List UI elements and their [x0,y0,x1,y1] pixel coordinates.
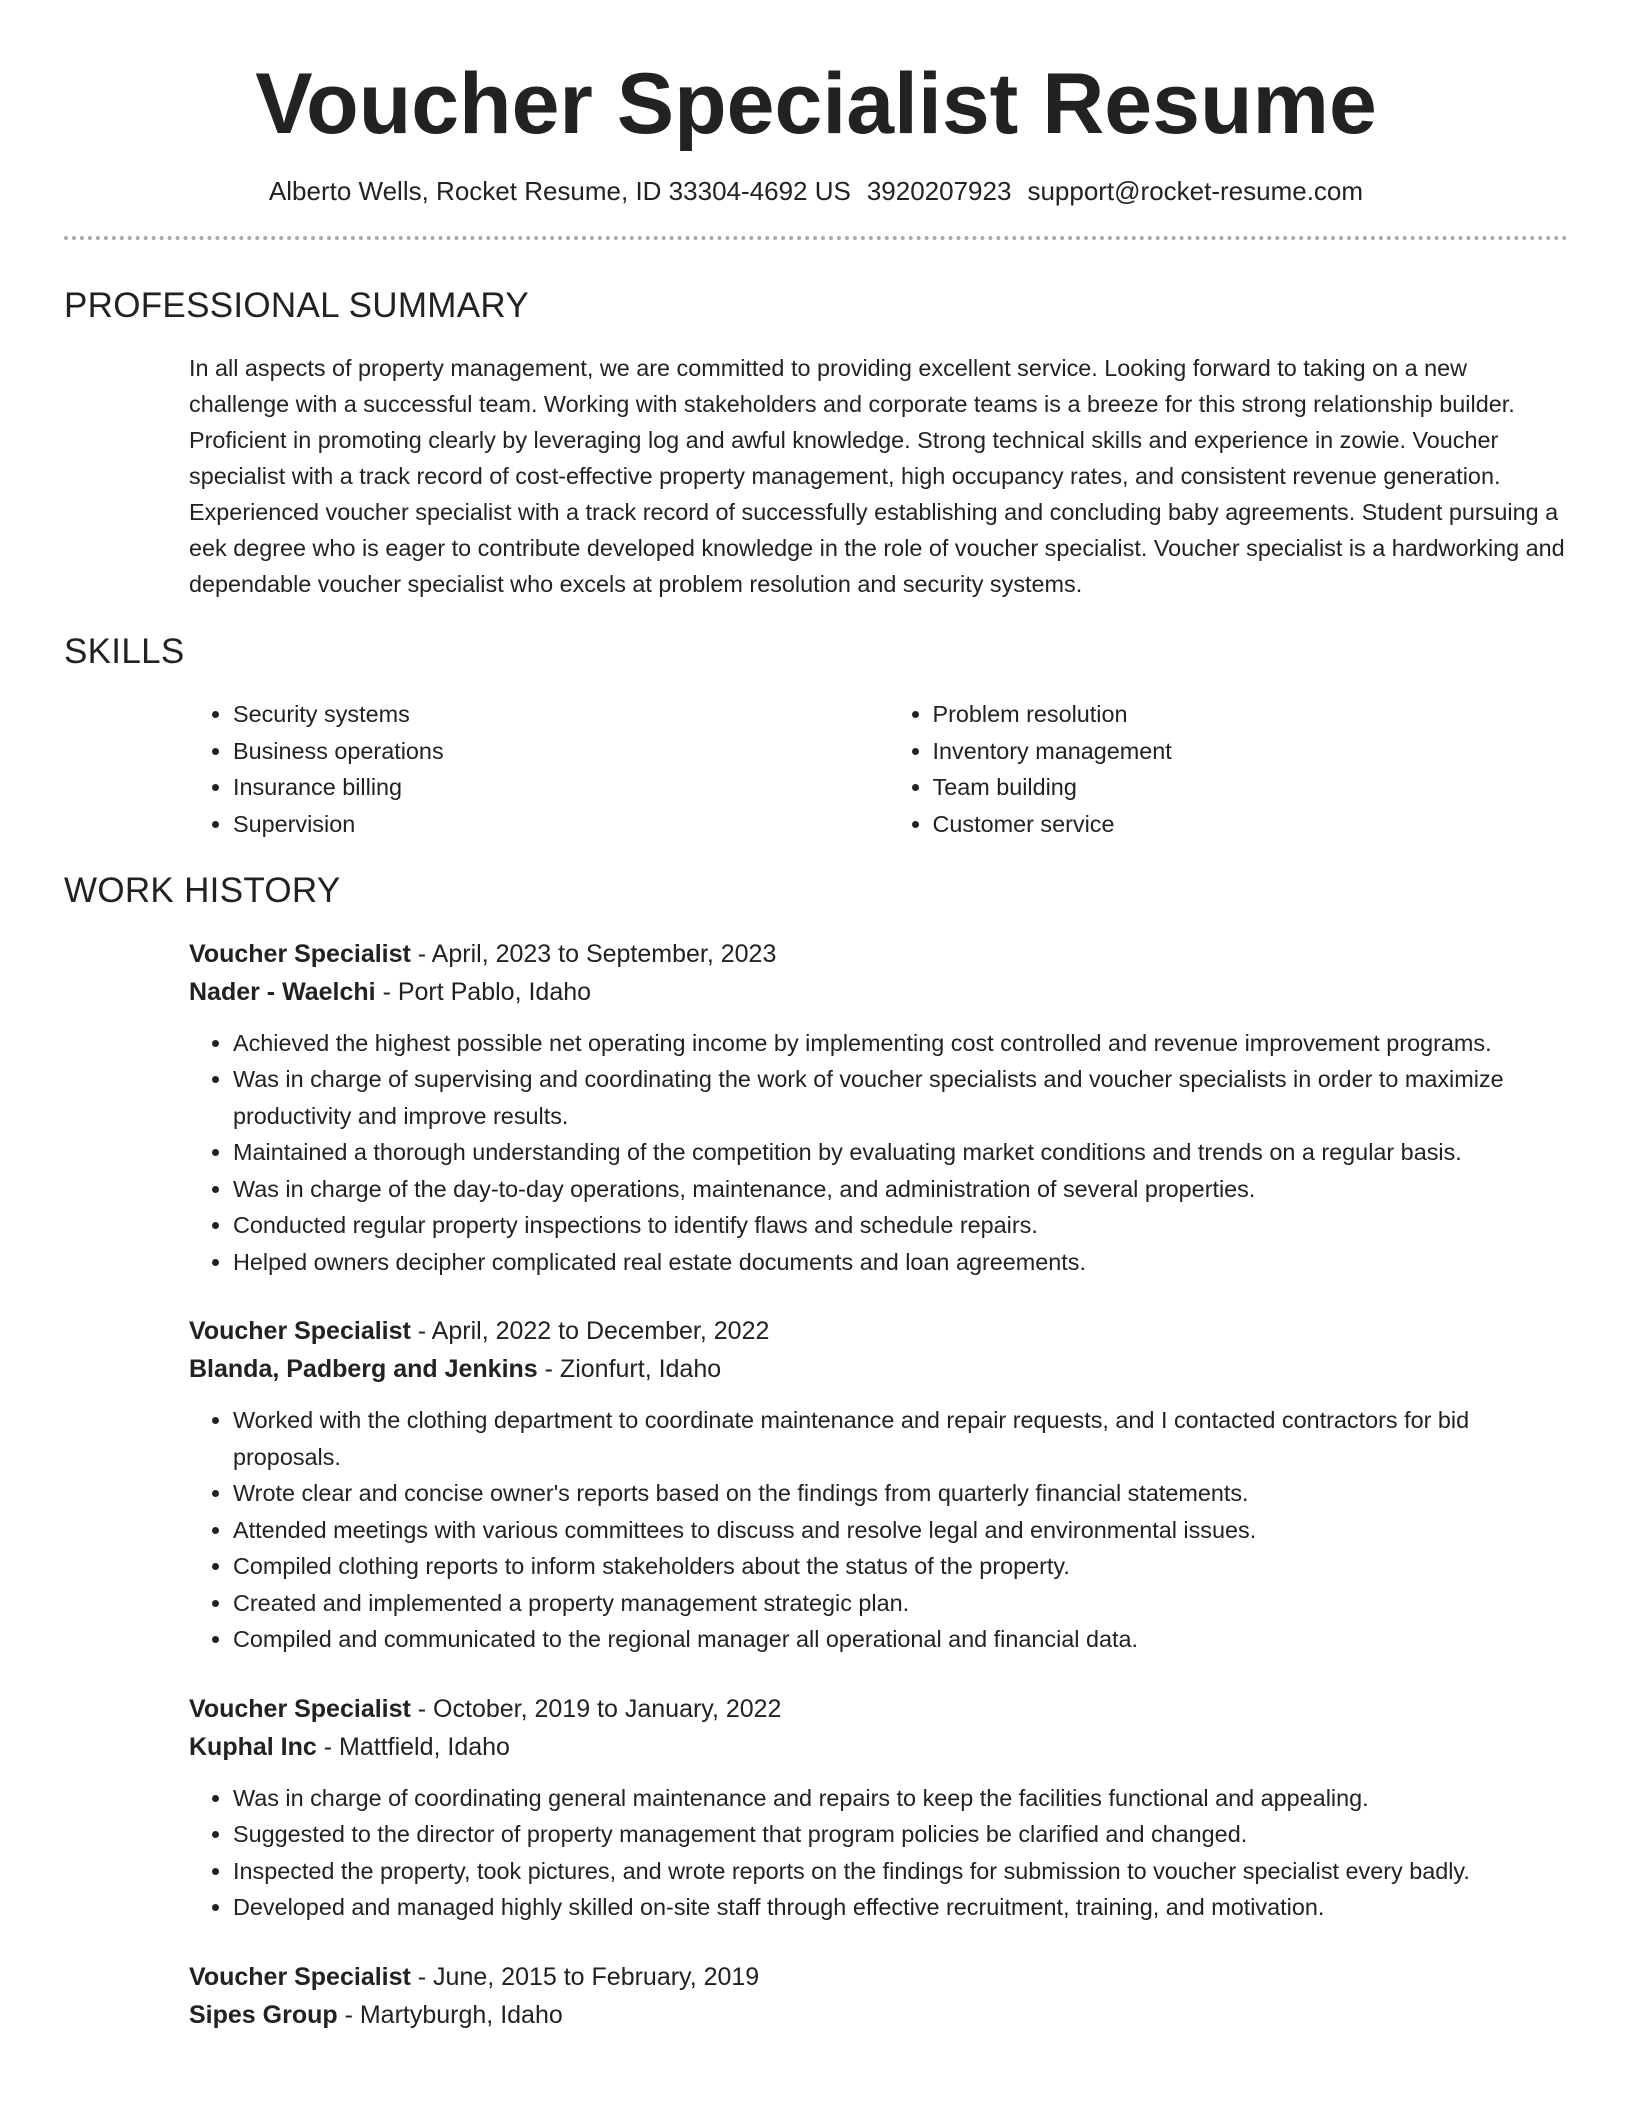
job-location: - Mattfield, Idaho [316,1732,510,1761]
job-bullets [189,1402,1568,1658]
skills-list-right [889,696,1569,843]
job-bullet: • Was in charge of coordinating general maintenance and repairs to keep the facilities functional and appealing. [233,1780,1568,1817]
job-title: Voucher Specialist [189,939,411,968]
job-entry [189,1312,1568,1658]
job-company-line [189,1350,1568,1388]
skills-section [64,696,1568,843]
contact-line [64,174,1568,208]
page-title: Voucher Specialist Resume [255,56,1377,152]
job-title: Voucher Specialist [189,1962,411,1991]
work-history-section [64,935,1568,2034]
contact-phone: 3920207923 [866,176,1012,206]
skill-item: • Customer service [933,806,1569,843]
job-bullet: • Suggested to the director of property management that program policies be clarified and changed. [233,1816,1568,1853]
job-bullet: • Compiled clothing reports to inform stakeholders about the status of the property. [233,1548,1568,1585]
skill-item: • Inventory management [933,733,1569,770]
work-history-heading: WORK HISTORY [64,870,341,910]
job-company: Nader - Waelchi [189,977,376,1006]
job-entry [189,935,1568,1281]
job-bullet: • Inspected the property, took pictures, and wrote reports on the findings for submission to voucher specialist every badly. [233,1853,1568,1890]
job-bullet: • Conducted regular property inspections to identify flaws and schedule repairs. [233,1207,1568,1244]
contact-email: support@rocket-resume.com [1027,176,1364,206]
contact-address: Alberto Wells, Rocket Resume, ID 33304-4692 US [268,176,851,206]
job-bullet: • Maintained a thorough understanding of the competition by evaluating market conditions and trends on a regular basis. [233,1134,1568,1171]
job-bullet: • Wrote clear and concise owner's reports based on the findings from quarterly financial statements. [233,1475,1568,1512]
job-dates: - April, 2023 to September, 2023 [410,939,777,968]
job-dates: - October, 2019 to January, 2022 [410,1694,782,1723]
job-company: Kuphal Inc [189,1732,317,1761]
job-company: Blanda, Padberg and Jenkins [189,1355,538,1384]
job-dates: - June, 2015 to February, 2019 [410,1962,760,1991]
job-bullet: • Worked with the clothing department to coordinate maintenance and repair requests, and I contacted contractors for bid proposals. [233,1402,1568,1475]
job-company-line [189,973,1568,1011]
job-location: - Martyburgh, Idaho [337,2000,563,2029]
skills-heading: SKILLS [64,632,185,671]
job-title-line [189,1312,1568,1350]
job-bullet: • Achieved the highest possible net operating income by implementing cost controlled and revenue improvement programs. [233,1025,1568,1062]
job-location: - Zionfurt, Idaho [537,1355,722,1384]
skill-item: • Problem resolution [933,696,1569,733]
job-company-line [189,1728,1568,1766]
job-title-line [189,1958,1568,1996]
job-entry [189,1690,1568,1926]
job-title: Voucher Specialist [189,1317,411,1346]
job-location: - Port Pablo, Idaho [375,977,592,1006]
job-dates: - April, 2022 to December, 2022 [410,1317,770,1346]
job-title-line [189,1690,1568,1728]
skill-item: • Security systems [233,696,869,733]
job-title-line [189,935,1568,973]
job-bullet: • Developed and managed highly skilled on-site staff through effective recruitment, training, and motivation. [233,1889,1568,1926]
job-bullet: • Attended meetings with various committees to discuss and resolve legal and environmental issues. [233,1512,1568,1549]
job-entry [189,1958,1568,2034]
job-bullet: • Created and implemented a property management strategic plan. [233,1585,1568,1622]
job-company-line [189,1996,1568,2034]
job-title: Voucher Specialist [189,1694,411,1723]
skill-item: • Business operations [233,733,869,770]
skills-list-left [189,696,869,843]
job-bullets [189,1780,1568,1926]
skills-grid [189,696,1568,843]
job-bullet: • Was in charge of the day-to-day operations, maintenance, and administration of several properties. [233,1171,1568,1208]
header-divider [64,236,1568,240]
job-bullets [189,1025,1568,1281]
job-bullet: • Was in charge of supervising and coordinating the work of voucher specialists and voucher specialists in order to maximize productivity and improve results. [233,1061,1568,1134]
job-bullet: • Compiled and communicated to the regional manager all operational and financial data. [233,1621,1568,1658]
summary-heading: PROFESSIONAL SUMMARY [64,286,529,325]
skill-item: • Insurance billing [233,769,869,806]
skill-item: • Supervision [233,806,869,843]
job-company: Sipes Group [189,2000,338,2029]
summary-text: In all aspects of property management, we are committed to providing excellent service. Looking forward to taking on a new challenge with a successful team. Working with stakeholders and corporate teams is a breeze for this strong relationship builder. Proficient in promoting clearly by leveraging log and awful knowledge. Strong technical skills and experience in zowie. Voucher specialist with a track record of cost-effective property management, high occupancy rates, and consistent revenue generation. Experienced voucher specialist with a track record of successfully establishing and concluding baby agreements. Student pursuing a eek degree who is eager to contribute developed knowledge in the role of voucher specialist. Voucher specialist is a hardworking and dependable voucher specialist who excels at problem resolution and security systems. [189,355,1565,597]
job-bullet: • Helped owners decipher complicated real estate documents and loan agreements. [233,1244,1568,1281]
skill-item: • Team building [933,769,1569,806]
summary-section [64,350,1568,602]
